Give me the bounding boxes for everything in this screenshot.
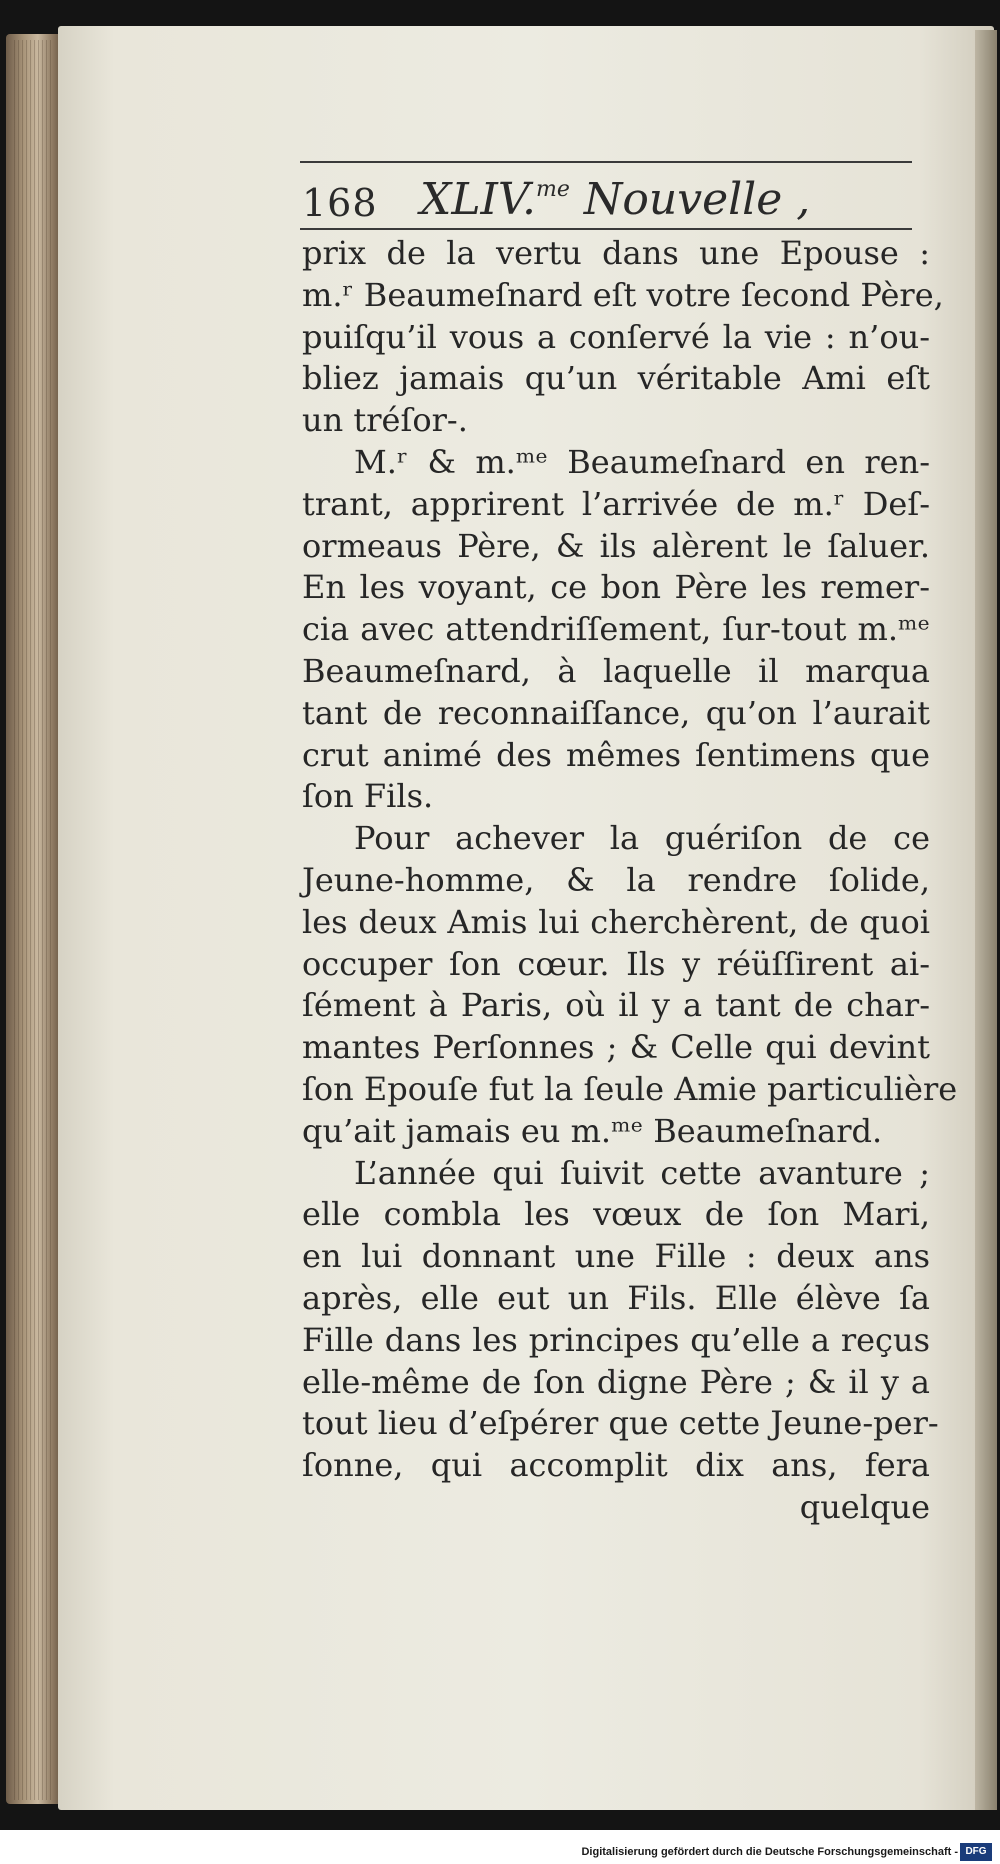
text-line: M.ʳ & m.ᵐᵉ Beaumeſnard en ren- xyxy=(354,442,930,481)
dfg-logo: DFG xyxy=(960,1843,992,1861)
text-line: cia avec attendriſſement, ſur-tout m.ᵐᵉ xyxy=(302,610,930,649)
text-line: les deux Amis lui cherchèrent, de quoi xyxy=(302,902,930,941)
text-line: occuper ſon cœur. Ils y réüſſirent ai- xyxy=(302,944,930,983)
text-line: crut animé des mêmes ſentimens que xyxy=(302,735,930,774)
text-line: En les voyant, ce bon Père les remer- xyxy=(302,568,930,607)
running-head-numeral: XLIV. xyxy=(420,174,536,225)
text-line: Fille dans les principes qu’elle a reçus xyxy=(302,1320,930,1359)
text-line: après, elle eut un Fils. Elle élève ſa xyxy=(302,1278,930,1317)
text-line: en lui donnant une Fille : deux ans xyxy=(302,1237,930,1276)
header-rule-bottom xyxy=(300,228,912,230)
running-head-title: Nouvelle , xyxy=(569,174,811,225)
running-head xyxy=(420,174,810,225)
text-line: Pour achever la guériſon de ce xyxy=(354,819,930,858)
text-line: prix de la vertu dans une Epouse : xyxy=(302,234,930,272)
header-rule-top xyxy=(300,161,912,163)
digitization-credit: Digitalisierung gefördert durch die Deutsche Forschungsgemeinschaft - xyxy=(581,1846,958,1858)
text-line: puiſqu’il vous a conſervé la vie : n’ou- xyxy=(302,317,930,356)
text-line: Jeune-homme, & la rendre ſolide, xyxy=(302,860,930,899)
text-line: ſonne, qui accomplit dix ans, fera xyxy=(302,1446,930,1485)
text-line: trant, apprirent l’arrivée de m.ʳ Deſ- xyxy=(302,484,930,523)
text-line: ſon Epouſe fut la ſeule Amie particulière xyxy=(302,1069,958,1108)
text-line: qu’ait jamais eu m.ᵐᵉ Beaumeſnard. xyxy=(302,1111,883,1150)
text-line: ſon Fils. xyxy=(302,777,434,816)
page-right-edge xyxy=(975,30,997,1810)
text-line: elle combla les vœux de ſon Mari, xyxy=(302,1195,930,1234)
text-line: mantes Perſonnes ; & Celle qui devint xyxy=(302,1028,930,1067)
text-line: L’année qui ſuivit cette avanture ; xyxy=(354,1153,930,1192)
running-head-superscript: me xyxy=(536,177,570,202)
page-number: 168 xyxy=(302,181,378,225)
book-edge-texture xyxy=(14,40,54,1800)
text-line: ormeaus Père, & ils alèrent le ſaluer. xyxy=(302,526,930,565)
text-line: Beaumeſnard, à laquelle il marqua xyxy=(302,651,930,690)
page-body-text xyxy=(302,233,958,1529)
catchword: quelque xyxy=(799,1487,930,1526)
text-line: bliez jamais qu’un véritable Ami eſt xyxy=(302,359,930,398)
text-line: tant de reconnaiſſance, qu’on l’aurait xyxy=(302,693,930,732)
text-line: un tréſor-. xyxy=(302,401,468,440)
text-line: elle-même de ſon digne Père ; & il y a xyxy=(302,1362,930,1401)
text-line: ſément à Paris, où il y a tant de char- xyxy=(302,986,930,1025)
text-line: m.ʳ Beaumeſnard eſt votre ſecond Père, xyxy=(302,275,944,314)
text-line: tout lieu d’eſpérer que cette Jeune-per- xyxy=(302,1404,939,1443)
